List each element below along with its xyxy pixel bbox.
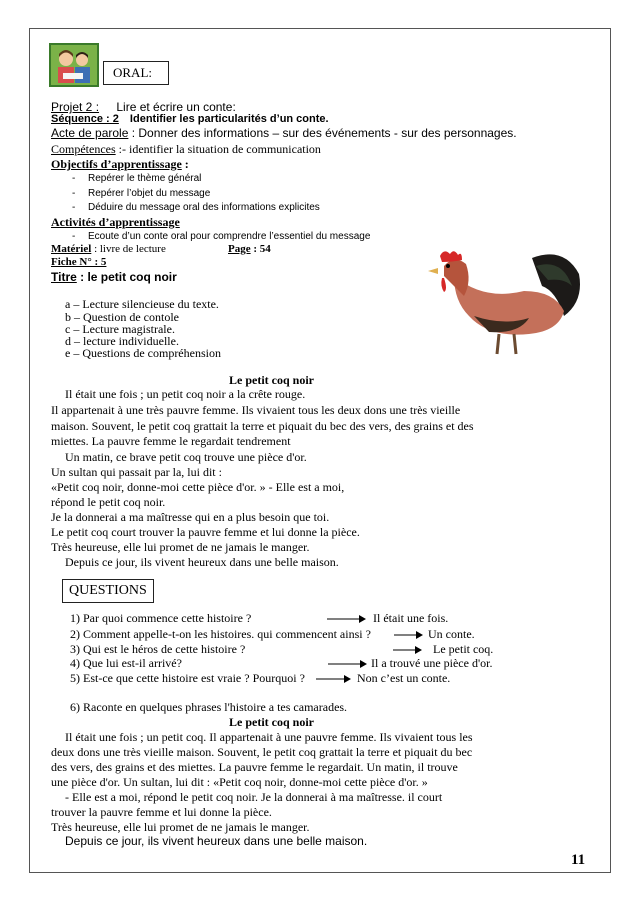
story-line: Un sultan qui passait par la, lui dit :	[51, 465, 222, 479]
arrow-icon	[394, 630, 424, 640]
story2-last-line: Depuis ce jour, ils vivent heureux dans une belle maison.	[65, 834, 368, 848]
story2-line: une pièce d'or. Un sultan, lui dit : «Petit coq noir, donne-moi cette pièce d'or. »	[51, 775, 428, 789]
answer: Un conte.	[428, 627, 475, 641]
titre-line	[51, 270, 177, 284]
question: 3) Qui est le héros de cette histoire ?	[70, 642, 246, 656]
story-line: répond le petit coq noir.	[51, 495, 166, 509]
materiel-value: : livre de lecture	[91, 243, 166, 255]
story-title: Le petit coq noir	[229, 373, 314, 387]
projet-value: Lire et écrire un conte:	[116, 100, 236, 114]
story2-line: deux dons une très vieille maison. Souvent, le petit coq grattait la terre et piquait du bec	[51, 745, 473, 759]
step-item: c – Lecture magistrale.	[65, 322, 175, 336]
step-item: b – Question de contole	[65, 310, 179, 324]
objectif-item: - Déduire du message oral des informations explicites	[88, 202, 320, 213]
story-line: Très heureuse, elle lui promet de ne jamais le manger.	[51, 540, 310, 554]
objectif-item: - Repérer l’objet du message	[88, 188, 210, 199]
answer: Le petit coq.	[433, 642, 494, 656]
step-item: d – lecture individuelle.	[65, 334, 179, 348]
objectifs-label: Objectifs d’apprentissage	[51, 157, 182, 171]
competences-value: :- identifier la situation de communication	[115, 142, 321, 156]
story-line: «Petit coq noir, donne-moi cette pièce d'or. » - Elle est a moi,	[51, 480, 345, 494]
activite-item: - Ecoute d’un conte oral pour comprendre l’essentiel du message	[88, 231, 370, 242]
acte-value: : Donner des informations – sur des événements - sur des personnages.	[128, 126, 517, 140]
story-line: Je la donnerai a ma maîtresse qui en a plus besoin que toi.	[51, 510, 330, 524]
story2-line: Très heureuse, elle lui promet de ne jamais le manger.	[51, 820, 310, 834]
activites-heading: Activités d’apprentissage	[51, 215, 180, 229]
question: 4) Que lui est-il arrivé?	[70, 656, 182, 670]
rooster-image	[414, 246, 584, 356]
story-line: Il appartenait à une très pauvre femme. Ils vivaient tous les deux dons une très vieille	[51, 403, 461, 417]
oral-label: ORAL:	[103, 61, 169, 85]
story2-title: Le petit coq noir	[229, 715, 314, 729]
questions-label: QUESTIONS	[62, 579, 154, 603]
teachers-logo	[49, 43, 99, 87]
sequence-value: Identifier les particularités d’un conte.	[129, 113, 329, 125]
materiel-label: Matériel	[51, 243, 92, 255]
page-ref	[228, 243, 271, 255]
fiche-number: Fiche N° : 5	[51, 256, 107, 268]
question: 1) Par quoi commence cette histoire ?	[70, 611, 252, 625]
arrow-icon	[393, 645, 423, 655]
story2-line: - Elle est a moi, répond le petit coq noir. Je la donnerai à ma maîtresse. il court	[65, 790, 443, 804]
sequence-line	[51, 113, 329, 125]
objectifs-heading	[51, 157, 189, 172]
titre-value: : le petit coq noir	[76, 270, 177, 284]
arrow-icon	[316, 674, 352, 684]
story2-line: des vers, des grains et des miettes. La pauvre femme le regardait. Un matin, il trouve	[51, 760, 458, 774]
question: 5) Est-ce que cette histoire est vraie ? Pourquoi ?	[70, 671, 305, 685]
titre-label: Titre	[51, 270, 77, 284]
step-item: e – Questions de compréhension	[65, 346, 221, 360]
step-item: a – Lecture silencieuse du texte.	[65, 297, 219, 311]
materiel-line	[51, 243, 166, 255]
question: 2) Comment appelle-t-on les histoires. qui commencent ainsi ?	[70, 627, 371, 641]
sequence-label: Séquence : 2	[51, 113, 119, 125]
projet-label: Projet 2 :	[51, 100, 100, 114]
story-line: Un matin, ce brave petit coq trouve une pièce d'or.	[65, 450, 307, 464]
competences-line	[51, 142, 321, 157]
acte-label: Acte de parole	[51, 126, 129, 140]
story-line: miettes. La pauvre femme le regardait tendrement	[51, 434, 291, 448]
answer: Non c’est un conte.	[357, 671, 451, 685]
story2-line: Il était une fois ; un petit coq. Il appartenait à une pauvre femme. Ils vivaient tous les	[65, 730, 473, 744]
question-6: 6) Raconte en quelques phrases l'histoire a tes camarades.	[70, 700, 348, 714]
competences-label: Compétences	[51, 142, 116, 156]
story-line: Il était une fois ; un petit coq noir a la crête rouge.	[65, 387, 306, 401]
page-ref-value: : 54	[250, 243, 271, 255]
teachers-icon	[51, 45, 97, 85]
acte-line	[51, 126, 517, 140]
story-line: Le petit coq court trouver la pauvre femme et lui donne la pièce.	[51, 525, 360, 539]
page-ref-label: Page	[228, 243, 251, 255]
story-line: maison. Souvent, le petit coq grattait la terre et piquait du bec des vers, des grains et des	[51, 419, 474, 433]
page-number: 11	[571, 852, 586, 868]
answer: Il a trouvé une pièce d'or.	[371, 656, 493, 670]
arrow-icon	[328, 659, 368, 669]
arrow-icon	[327, 614, 367, 624]
projet-line	[51, 100, 236, 114]
story2-line: trouver la pauvre femme et lui donne la pièce.	[51, 805, 272, 819]
objectifs-suffix: :	[181, 157, 189, 171]
story-line: Depuis ce jour, ils vivent heureux dans une belle maison.	[65, 555, 339, 569]
answer: Il était une fois.	[373, 611, 449, 625]
objectif-item: - Repérer le thème général	[88, 173, 201, 184]
